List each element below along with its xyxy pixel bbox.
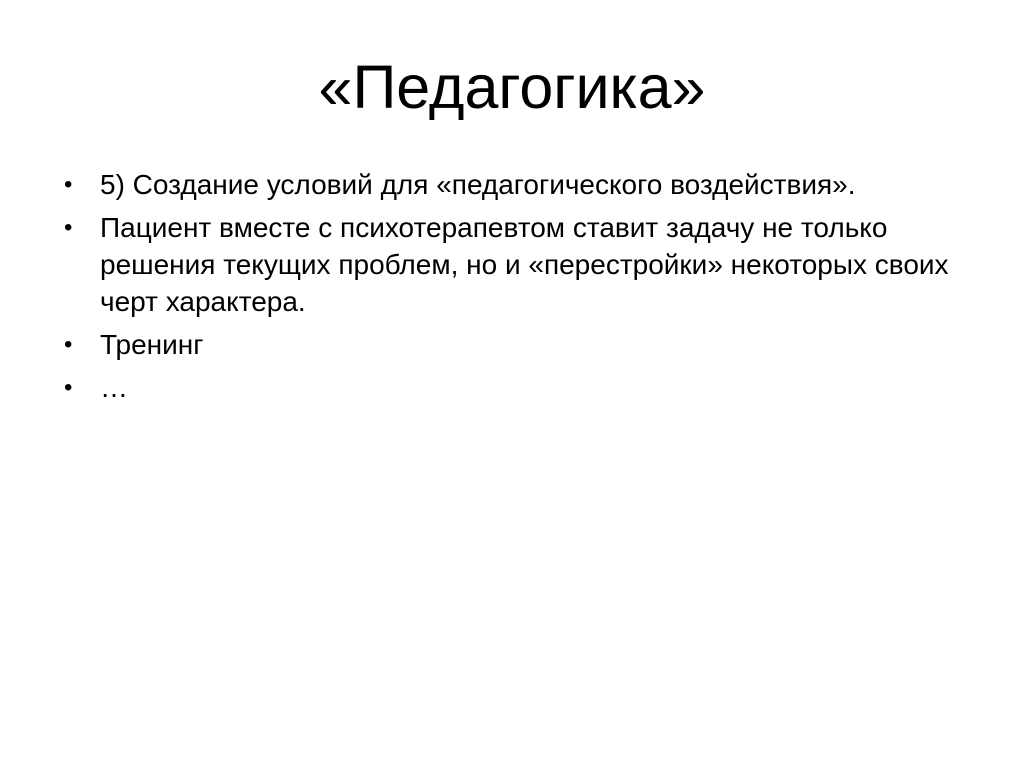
bullet-icon: • xyxy=(64,171,73,199)
bullet-icon: • xyxy=(64,374,73,402)
bullet-text: Тренинг xyxy=(100,329,204,361)
bullet-icon: • xyxy=(64,214,73,242)
bullet-icon: • xyxy=(64,331,73,359)
list-item xyxy=(62,209,974,320)
list-item xyxy=(62,326,974,363)
bullet-text: Пациент вместе с психотерапевтом ставит задачу не только решения текущих проблем, но и «перестройки» некоторых своих черт характера. xyxy=(100,212,949,318)
bullet-text: … xyxy=(100,372,128,404)
slide-title: «Педагогика» xyxy=(318,53,706,121)
bullet-list xyxy=(62,166,974,406)
list-item xyxy=(62,166,974,203)
list-item xyxy=(62,369,974,406)
bullet-text: 5) Создание условий для «педагогического воздействия». xyxy=(100,169,856,201)
